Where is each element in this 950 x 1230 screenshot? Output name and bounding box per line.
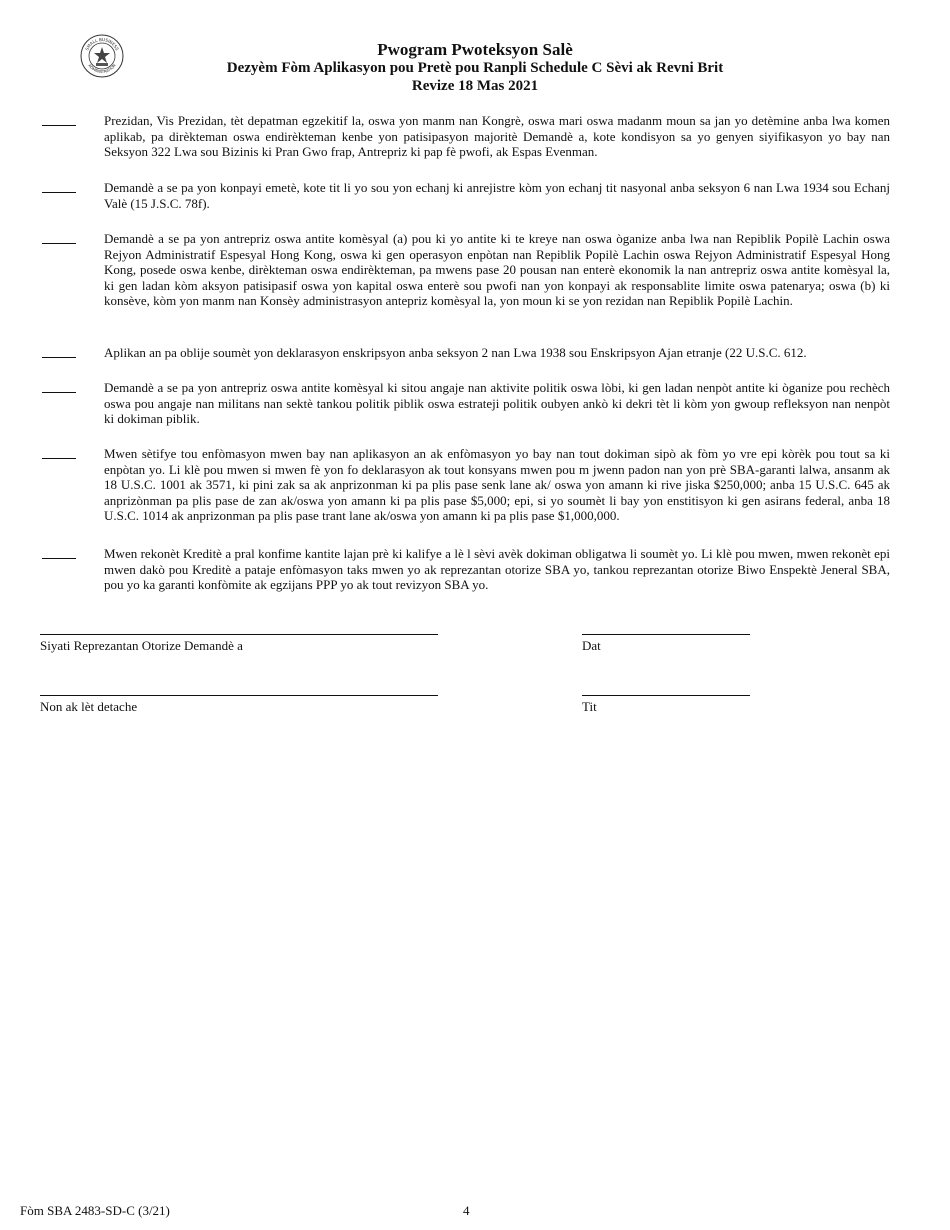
program-title: Pwogram Pwoteksyon Salè [377, 40, 573, 59]
page-number: 4 [463, 1203, 470, 1218]
initials-blank[interactable] [42, 243, 76, 244]
date-line[interactable] [582, 634, 750, 635]
certification-item [40, 380, 890, 427]
initials-blank[interactable] [42, 125, 76, 126]
applicant-signature-line[interactable] [40, 634, 438, 635]
certification-text: Mwen rekonèt Kreditè a pral konfime kantite lajan prè ki kalifye a lè l sèvi avèk dokiman obligatwa li soumèt yo. Li klè pou mwen, mwen rekonèt epi mwen dakò pou Kreditè a pataje enfòmasyon taks mwen yo ak reprezantan otorize SBA yo, tankou reprezantan otorize Biwo Enspektè Jeneral SBA, pou yo ka garanti konfòmite ak egzijans PPP yo ak tout revizyon SBA yo. [104, 546, 890, 593]
certification-item [40, 546, 890, 593]
form-identifier: Fòm SBA 2483-SD-C (3/21) [20, 1203, 170, 1218]
applicant-signature-label: Siyati Reprezantan Otorize Demandè a [40, 638, 243, 653]
certification-item [40, 180, 890, 211]
form-subtitle: Dezyèm Fòm Aplikasyon pou Pretè pou Ranpli Schedule C Sèvi ak Revni Brit [226, 60, 724, 76]
certification-text: Prezidan, Vis Prezidan, tèt depatman egzekitif la, oswa yon manm nan Kongrè, oswa mari oswa madanm moun sa jan yo detèmine anba lwa komen aplikab, pa dirèkteman oswa endirèkteman kenbe yon patisipasyon majoritè Demandè a, kote kondisyon sa yo genyen siyifikasyon yo bay nan Seksyon 322 Lwa sou Bizinis ki Pran Gwo frap, Antrepriz ki pap fè pwofi, ak Espas Evenman. [104, 113, 890, 160]
title-line[interactable] [582, 695, 750, 696]
certification-text: Demandè a se pa yon antrepriz oswa antite komèsyal ki sitou angaje nan aktivite politik oswa lòbi, ki gen ladan nenpòt antite ki òganize pou rechèch oswa pou angaje nan militans nan sektè tankou politik piblik oswa estrateji politik oubyen ankò ki dekri tèt li kòm yon gwoup refleksyon nan nenpòt ki dokiman piblik. [104, 380, 890, 427]
certification-item [40, 345, 890, 361]
certification-text: Demandè a se pa yon konpayi emetè, kote tit li yo sou yon echanj ki anrejistre kòm yon echanj tit nasyonal anba seksyon 6 nan Lwa 1934 sou Echanj Valè (15 J.S.C. 78f). [104, 180, 890, 211]
seal-text-top: SMALL BUSINESS [84, 36, 120, 52]
seal-text-bottom: ADMINISTRATION [87, 62, 117, 75]
certification-text: Aplikan an pa oblije soumèt yon deklarasyon enskripsyon anba seksyon 2 nan Lwa 1938 sou Enskripsyon Ajan etranje (22 U.S.C. 612. [104, 345, 807, 360]
date-label: Dat [582, 638, 601, 653]
title-label: Tit [582, 699, 597, 714]
initials-blank[interactable] [42, 458, 76, 459]
certification-text: Demandè a se pa yon antrepriz oswa antite komèsyal (a) pou ki yo antite ki te kreye nan oswa òganize anba lwa nan Repiblik Popilè Lachin oswa Rejyon Administratif Espesyal Hong Kong, oswa ki gen operasyon enpòtan nan Repiblik Popilè Lachin oswa Rejyon Administratif Espesyal Hong Kong, posede oswa kenbe, dirèkteman oswa endirèkteman, pa mwens pase 20 pousan nan enterè ekonomik la nan antrepriz oswa antite komèsyal la, ki gen ladan kòm aksyon patisipasif oswa yon kapital oswa enterè sou pwofi nan yon konpayi ak responsablite limite oswa patenarya; oswa (b) ki konsève, kòm yon manm nan Konsèy administrasyon antepriz komèsyal la, yon moun ki se yon rezidan nan Repiblik Popilè Lachin. [104, 231, 890, 309]
initials-blank[interactable] [42, 392, 76, 393]
initials-blank[interactable] [42, 357, 76, 358]
certification-item [40, 446, 890, 524]
certification-item [40, 231, 890, 309]
printed-name-label: Non ak lèt detache [40, 699, 138, 714]
initials-blank[interactable] [42, 192, 76, 193]
revision-date: Revize 18 Mas 2021 [411, 78, 539, 94]
printed-name-line[interactable] [40, 695, 438, 696]
certification-text: Mwen sètifye tou enfòmasyon mwen bay nan aplikasyon an ak enfòmasyon yo bay nan tout dokiman sipò ak fòm yo vre epi kòrèk pou tout sa ki enpòtan yo. Li klè pou mwen si mwen fè yon fo deklarasyon ak tout konsyans mwen pou m jwenn padon nan yon prè SBA-garanti lalwa, ansanm ak 18 U.S.C. 1001 ak 3571, ki pini zak sa ak anprizonman ki pa plis pase senk lane ak/ oswa yon amann ki rive jiska $250,000; anba 15 U.S.C. 645 ak anprizònman pa plis pase de zan ak/oswa yon amann ki pa plis pase $5,000; epi, si yo soumèt li bay yon enstitisyon ki gen asirans federal, anba 18 U.S.C. 1014 ak anprizonman pa plis pase trant lane ak/oswa yon amann ki pa plis pase $1,000,000. [104, 446, 890, 524]
initials-blank[interactable] [42, 558, 76, 559]
certification-item [40, 113, 890, 160]
